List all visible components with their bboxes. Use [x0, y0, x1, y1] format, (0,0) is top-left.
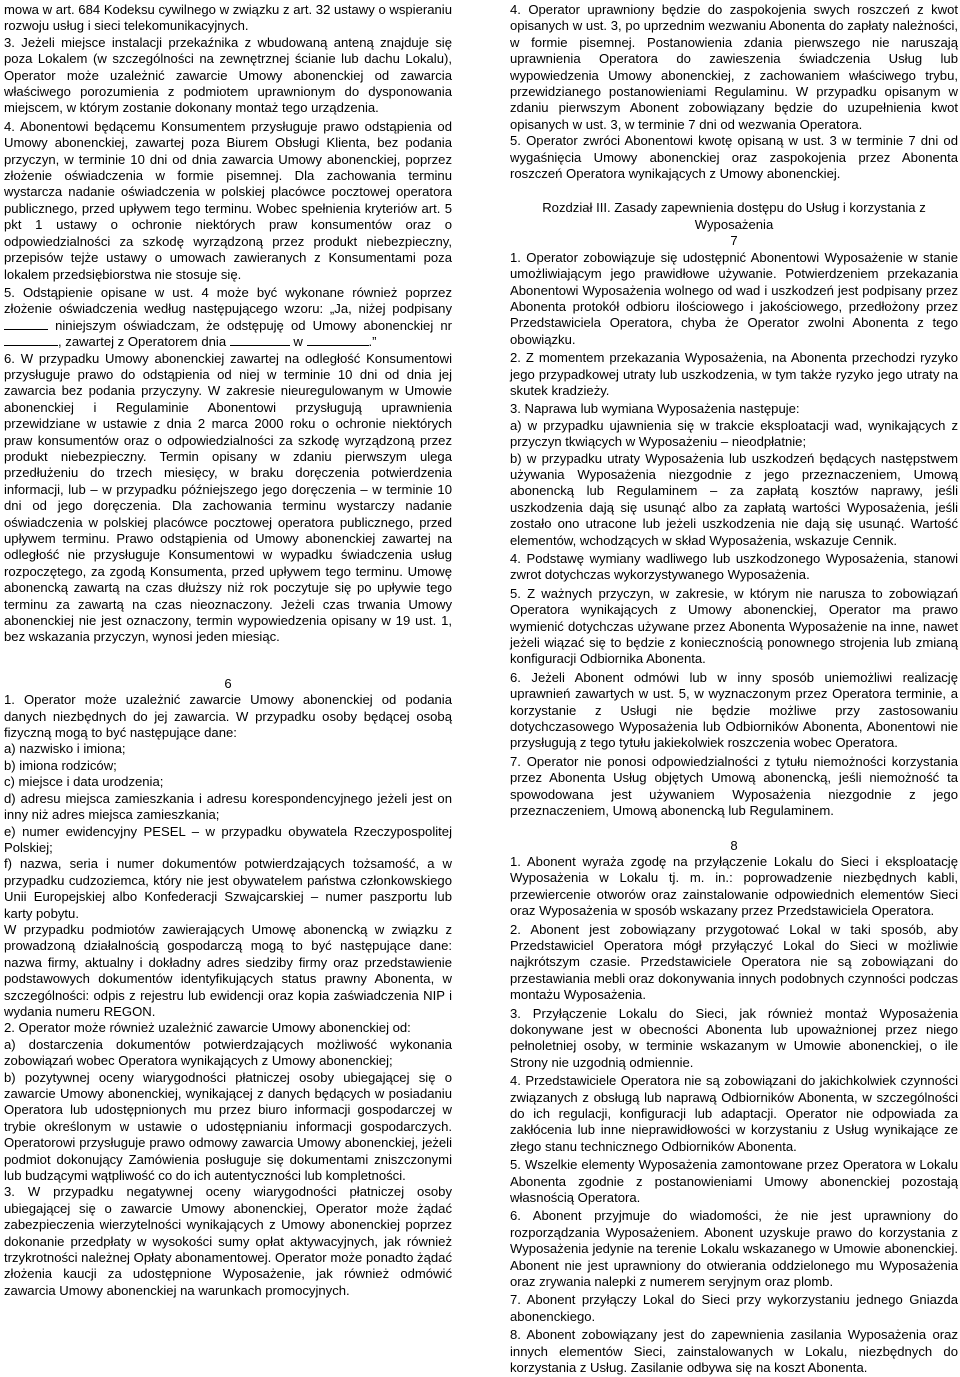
paragraph-8-5: 5. Wszelkie elementy Wyposażenia zamontowane przez Operatora w Lokalu Abonenta zgodnie z postanowieniami Umowy abonenckiej pozostają własnością Operatora.: [510, 1157, 958, 1206]
paragraph-8-7: 7. Abonent przyłączy Lokal do Sieci przy wykorzystaniu jednego Gniazda abonenckiego.: [510, 1292, 958, 1324]
list-item-b: b) imiona rodziców;: [4, 757, 117, 773]
left-column: [4, 2, 452, 1299]
paragraph-7-1: 1. Operator zobowiązuje się udostępnić Abonentowi Wyposażenie w stanie umożliwiającym jego prawidłowe używanie. Potwierdzeniem przekazania Abonentowi Wyposażenia wolnego od wad i uszkodzeń jest podpisany przez Abonenta protokół odbioru ilościowego i jakościowego, przedłożony przez Przedstawiciela Operatora, chyba że Operator zwolni Abonenta z tego obowiązku.: [510, 249, 958, 347]
paragraph-8-2: 2. Abonent jest zobowiązany przygotować Lokal w taki sposób, aby Przedstawiciel Operatora mógł przyłączyć Lokal do Sieci w możliwie najkrótszym czasie. Przedstawiciele Operatora nie są zobowiązani do przestawiania mebli oraz dokonywania innych podobnych czynności podczas montażu Wyposażenia.: [510, 921, 958, 1003]
section-heading-6: 6: [224, 675, 232, 691]
paragraph-8-6: 6. Abonent przyjmuje do wiadomości, że nie jest uprawniony do rozporządzania Wyposażeniem. Abonent uzyskuje prawo do korzystania z Wyposażenia jedynie na terenie Lokalu wskazanego w Umowie abonenckiej. Abonent nie jest uprawniony do otwierania oddzielonego mu Wyposażenia oraz zrywania nalepki z numerem seryjnym oraz plomb.: [510, 1208, 958, 1290]
list-item-e: e) numer ewidencyjny PESEL – w przypadku obywatela Rzeczypospolitej Polskiej;: [4, 823, 452, 855]
paragraph-6-2: 2. Operator może również uzależnić zawarcie Umowy abonenckiej od:: [4, 1020, 411, 1036]
paragraph-6-1: 1. Operator może uzależnić zawarcie Umowy abonenckiej od podania danych niezbędnych do jej zawarcia. W przypadku osoby będącej osobą fizyczną mogą to być następujące dane:: [4, 692, 452, 741]
paragraph-5-6: 6. W przypadku Umowy abonenckiej zawartej na odległość Konsumentowi przysługuje prawo do odstąpienia od niej w terminie 10 dni od dnia jej zawarcia bez podania przyczyny. W zakresie nieuregulowanym w Umowie abonenckiej i Regulaminie Abonentowi przysługują uprawnienia przewidziane w ustawie z dnia 2 marca 2000 roku o ochronie niektórych praw konsumentów oraz o odpowiedzialności za szkodę wyrządzoną przez produkt niebezpieczny. Termin opisany w zdaniu pierwszym ulega przedłużeniu do trzech miesięcy, w braku doręczenia potwierdzenia informacji, lub – w przypadku późniejszego jego doręczenia – w terminie 10 dni od jego doręczenia. Dla zachowania terminu wystarczy nadanie oświadczenia w polskiej placówce pocztowej operatora publicznego, przed upływem terminu. Prawo odstąpienia od Umowy abonenckiej zawartej na odległość nie przysługuje Konsumentowi w wypadku świadczenia usług rozpoczętego, za zgodą Konsumenta, przed upływem tego terminu. Umowę abonencką zawartą na czas dłuższy niż rok poczytuje się po upływie tego terminu za zawartą na czas nieoznaczony. Jeżeli czas trwania Umowy abonenckiej nie jest oznaczony, termin wypowiedzenia opisany w 19 ust. 1, bez wskazania przyczyn, wynosi jeden miesiąc.: [4, 350, 452, 645]
paragraph-5-3: 3. Jeżeli miejsce instalacji przekaźnika z wbudowaną anteną znajduje się poza Lokalem (w szczególności na zewnętrznej ścianie lub dachu Lokalu), Operator może uzależnić zawarcie Umowy abonenckiej od zawarcia właściwego porozumienia z podmiotem uprawnionym do dysponowania miejscem, w którym zostanie dokonany montaż tego urządzenia.: [4, 34, 452, 116]
paragraph-7-2: 2. Z momentem przekazania Wyposażenia, na Abonenta przechodzi ryzyko jego przypadkowej utraty lub uszkodzenia, w tym także ryzyko jego utraty na skutek kradzieży.: [510, 350, 958, 398]
paragraph-5-4: 4. Abonentowi będącemu Konsumentem przysługuje prawo odstąpienia od Umowy abonenckiej, zawartej poza Biurem Obsługi Klienta, bez podania przyczyn, w terminie 10 dni od dnia zawarcia Umowy abonenckiej, poprzez złożenie oświadczenia w formie pisemnej. Dla zachowania terminu wystarcza nadanie oświadczenia w polskiej placówce pocztowej operatora publicznego, przed upływem tego terminu. Wobec spełnienia kryteriów art. 5 pkt 1 ustawy o ochronie niektórych praw konsumentów oraz o odpowiedzialności za szkodę wyrządzoną przez produkt niebezpieczny, przepisów tejże ustawy o umowach zawieranych z Konsumentami poza lokalem przedsiębiorstwa nie stosuje się.: [4, 118, 452, 282]
form-text-4: .”: [368, 334, 377, 350]
list-item-d: d) adresu miejsca zamieszkania i adresu korespondencyjnego jeżeli jest on inny niż adres miejsca zamieszkania;: [4, 790, 452, 823]
right-column: [510, 2, 958, 1377]
section-heading-8: 8: [730, 837, 738, 853]
list-item-c: c) miejsce i data urodzenia;: [4, 774, 164, 790]
paragraph-7-3: 3. Naprawa lub wymiana Wyposażenia następuje:: [510, 401, 800, 417]
paragraph-8-4: 4. Przedstawiciele Operatora nie są zobowiązani do jakichkolwiek czynności związanych z obsługą lub naprawą Odbiorników Abonenta, w szczególności do ich regulacji, konfiguracji lub adaptacji. Operator nie odpowiada za zakłócenia lub inne nieprawidłowości w korzystaniu z Usług wynikające ze złego stanu technicznego Odbiorników Abonenta.: [510, 1073, 958, 1154]
section-heading-7: 7: [730, 233, 738, 249]
paragraph-7-7: 7. Operator nie ponosi odpowiedzialności z tytułu niemożności korzystania przez Abonenta Usług objętych Umową abonencką, jeśli niemożność ta spowodowana jest używaniem Wyposażenia niezgodnie z jego przeznaczeniem, Umową abonencką lub Regulaminem.: [510, 753, 958, 819]
paragraph-8-3: 3. Przyłączenie Lokalu do Sieci, jak również montaż Wyposażenia dokonywane jest w obecności Abonenta lub upoważnionej przez niego pełnoletniej osoby, w terminie wskazanym w Umowie abonenckiej, o ile Strony nie uzgodnią odmiennie.: [510, 1005, 958, 1070]
paragraph-6-5: 5. Operator zwróci Abonentowi kwotę opisaną w ust. 3 w terminie 7 dni od wygaśnięcia Umowy abonenckiej oraz zaspokojenia przez Abonenta roszczeń Operatora wynikających z Umowy abonenckiej.: [510, 133, 958, 182]
paragraph-7-4: 4. Podstawę wymiany wadliwego lub uszkodzonego Wyposażenia, stanowi zwrot dotychczas wykorzystywanego Wyposażenia.: [510, 551, 958, 583]
paragraph-7-5: 5. Z ważnych przyczyn, w zakresie, w którym nie narusza to zobowiązań Operatora wynikających z Umowy abonenckiej, Operator ma prawo wymienić dotychczas używane przez Abonenta Wyposażenie na inne, nawet jeżeli wiązać się to będzie z koniecznością ponownego strojenia lub zmianą konfiguracji Odbiornika Abonenta.: [510, 585, 958, 667]
paragraph-6-3: 3. W przypadku negatywnej oceny wiarygodności płatniczej osoby ubiegającej się o zawarcie Umowy abonenckiej, Operator może żądać zabezpieczenia wierzytelności wynikających z Umowy abonenckiej poprzez dokonanie przedpłaty w wysokości sumy opłat aktywacyjnych, jak również trzykrotności należnej Opłaty abonamentowej. Operator może ponadto żądać złożenia kaucji za udostępnione Wyposażenie, jak również odmówić zawarcia Umowy abonenckiej na warunkach promocyjnych.: [4, 1184, 452, 1298]
list-item-2a: a) dostarczenia dokumentów potwierdzających możliwość wykonania zobowiązań wobec Operatora wynikających z Umowy abonenckiej;: [4, 1036, 452, 1069]
paragraph-5-5: [4, 285, 452, 351]
list-item-2b: b) pozytywnej oceny wiarygodności płatniczej osoby ubiegającej się o zawarcie Umowy abonenckiej, wynikającej z danych będących w posiadaniu Operatora lub udostępnionych mu przez biuro informacji gospodarczej w trybie określonym w ustawie o udostępnianiu informacji gospodarczych. Operatorowi przysługuje prawo odmowy zawarcia Umowy abonenckiej, jeżeli podmiot dokonujący Zamówienia posługuje się dokumentami zniszczonymi lub budzącymi wątpliwość co do ich autentyczności lub kompletności.: [4, 1069, 452, 1184]
paragraph-8-8: 8. Abonent zobowiązany jest do zapewnienia zasilania Wyposażenia oraz innych elementów Sieci, zainstalowanych w Lokalu, niezbędnych do korzystania z Usług. Zasilanie odbywa się na koszt Abonenta.: [510, 1327, 958, 1376]
form-text-3: w: [293, 334, 303, 350]
paragraph-business-entities: W przypadku podmiotów zawierających Umowę abonencką w związku z prowadzoną działalnością gospodarczą mogą to być następujące dane: nazwa firmy, aktualny i dokładny adres siedziby firmy oraz przedstawienie podstawowych dokumentów identyfikujących status prawny Abonenta, w szczególności: odpis z rejestru lub ewidencji oraz kopia zaświadczenia NIP i wydania numeru REGON.: [4, 921, 452, 1019]
form-text-2: , zawartej z Operatorem dnia: [58, 334, 227, 350]
date-blank: [230, 334, 290, 346]
contract-number-blank: [4, 334, 58, 346]
list-item-7-3b: b) w przypadku utraty Wyposażenia lub uszkodzeń będących następstwem używania Wyposażenia niezgodnie z jego przeznaczeniem, Umową abonencką lub Regulaminem – za zapłatą kosztów naprawy, jeśli uszkodzenia dają się usunąć albo za zapłatą wartości Wyposażenia, jeśli zostało ono utracone lub jeżeli uszkodzenia nie dają się usunąć. Wartość elementów, wchodzących w skład Wyposażenia, wskazuje Cennik.: [510, 450, 958, 548]
paragraph-7-6: 6. Jeżeli Abonent odmówi lub w inny sposób uniemożliwi realizację uprawnień zawartych w ust. 5, w wyznaczonym przez Operatora terminie, a korzystanie z Usługi nie będzie możliwe przy zastosowaniu dotychczasowego Wyposażenia lub Odbiorników Abonenta, Abonentowi nie przysługują z tego tytułu jakiekolwiek roszczenia wobec Operatora.: [510, 669, 958, 751]
paragraph-continuation: mowa w art. 684 Kodeksu cywilnego w związku z art. 32 ustawy o wspieraniu rozwoju usług i sieci telekomunikacyjnych.: [4, 2, 452, 34]
signature-blank: [4, 318, 48, 330]
paragraph-5-5-text: 5. Odstąpienie opisane w ust. 4 może być wykonane również poprzez złożenie oświadczenia według następującego wzoru: „Ja, niżej podpisany: [4, 284, 452, 317]
place-blank: [307, 334, 369, 346]
chapter-heading: Rozdział III. Zasady zapewnienia dostępu do Usług i korzystania z Wyposażenia: [542, 200, 926, 232]
paragraph-6-4: 4. Operator uprawniony będzie do zaspokojenia swych roszczeń z kwot opisanych w ust. 3, po uprzednim wezwaniu Abonenta do zapłaty należności, w formie pisemnej. Postanowienia zdania pierwszego nie naruszają uprawnienia Operatora do zawieszenia świadczenia Usług lub wypowiedzenia Umowy abonenckiej, z zachowaniem właściwego trybu, przewidzianego postanowieniami Regulaminu. W przypadku opisanym w zdaniu pierwszym Abonent zobowiązany będzie do uzupełnienia kwot opisanych w ust. 3, w terminie 7 dni od wezwania Operatora.: [510, 2, 958, 132]
list-item-f: f) nazwa, seria i numer dokumentów potwierdzających tożsamość, a w przypadku cudzoziemca, który nie jest obywatelem państwa członkowskiego Unii Europejskiej albo Konfederacji Szwajcarskiej – numer paszportu lub karty pobytu.: [4, 856, 452, 921]
paragraph-8-1: 1. Abonent wyraża zgodę na przyłączenie Lokalu do Sieci i eksploatację Wyposażenia w Lokalu tj. m. in.: poprowadzenie niezbędnych kabli, przewiercenie otworów oraz zainstalowanie odpowiednich elementów Sieci oraz Wyposażenia w sposób wskazany przez Przedstawiciela Operatora.: [510, 853, 958, 919]
list-item-7-3a: a) w przypadku ujawnienia się w trakcie eksploatacji wad, wynikających z przyczyn tkwiących w Wyposażeniu – nieodpłatnie;: [510, 417, 958, 450]
list-item-a: a) nazwisko i imiona;: [4, 741, 126, 757]
form-text-1: niniejszym oświadczam, że odstępuję od Umowy abonenckiej nr: [55, 317, 452, 333]
